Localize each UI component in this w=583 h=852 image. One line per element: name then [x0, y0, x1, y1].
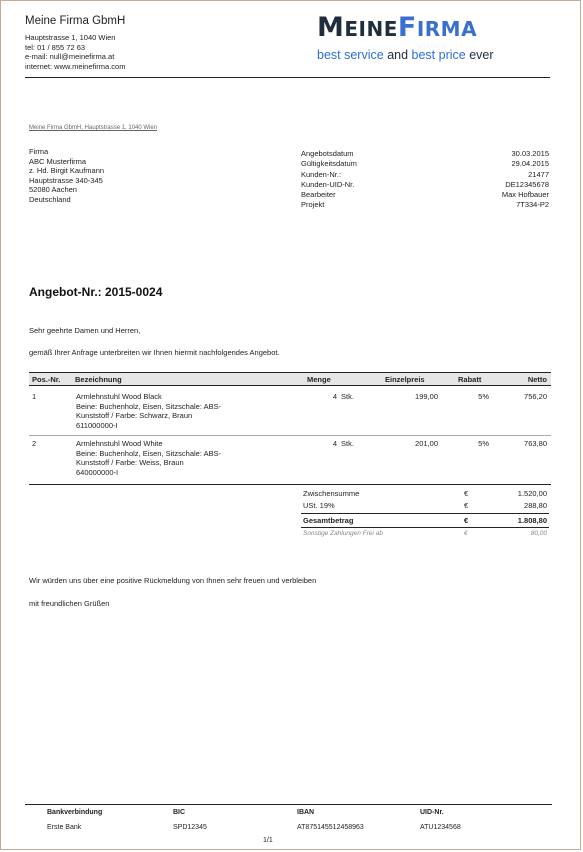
- meta-row: [301, 200, 549, 210]
- logo-letters: EINE: [344, 17, 398, 41]
- row-desc: [76, 439, 221, 477]
- tagline-part: ever: [469, 48, 494, 62]
- logo-letter: M: [317, 12, 345, 43]
- iban-header: IBAN: [297, 809, 315, 816]
- meta-value: 30.03.2015: [511, 149, 549, 158]
- meta-value: 7T334-P2: [516, 200, 549, 210]
- desc-line: Beine: Buchenholz, Eisen, Sitzschale: ABS-: [76, 401, 222, 411]
- total-label: USt. 19%: [303, 501, 335, 510]
- bank-name: Erste Bank: [47, 824, 82, 831]
- uid-value: ATU1234568: [420, 824, 461, 831]
- row-qty: 4: [332, 392, 337, 401]
- desc-line: Kunststoff / Farbe: Weiss, Braun: [76, 458, 184, 467]
- row-discount: 5%: [478, 392, 489, 401]
- offer-meta: [301, 149, 549, 211]
- meta-label: Angebotsdatum: [301, 149, 354, 158]
- tagline-part: best price: [411, 48, 466, 62]
- total-value: 80,00: [530, 530, 547, 537]
- tax-row: [301, 500, 549, 512]
- logo-tagline: [317, 48, 494, 62]
- tagline-part: best service: [317, 48, 384, 62]
- desc-line: 640000000-I: [76, 467, 119, 477]
- desc-line: 611000000-I: [76, 420, 118, 430]
- iban-value: AT875145512458963: [297, 824, 364, 831]
- meta-label: Bearbeiter: [301, 190, 336, 200]
- grand-total-underline: [301, 527, 549, 528]
- recipient-line: Firma: [29, 147, 49, 156]
- total-label: Zwischensumme: [303, 489, 360, 498]
- company-web-line: internet: www.meinefirma.com: [25, 61, 126, 71]
- col-net: Netto: [527, 375, 547, 384]
- row-unit: Stk.: [341, 439, 354, 448]
- company-logo: [317, 13, 494, 62]
- greeting: Sehr geehrte Damen und Herren,: [29, 326, 141, 335]
- recipient-line: z. Hd. Birgit Kaufmann: [29, 166, 105, 176]
- meta-value: 21477: [528, 169, 549, 179]
- row-net: 756,20: [524, 392, 547, 401]
- grand-total-row: [301, 515, 549, 527]
- logo-wordmark: [317, 13, 494, 44]
- recipient-line: Deutschland: [29, 194, 71, 204]
- meta-row: [301, 180, 549, 190]
- tagline-part: and: [387, 48, 409, 62]
- total-value: 1.808,80: [517, 516, 547, 525]
- meta-value: 29.04.2015: [511, 159, 549, 169]
- desc-line: Beine: Buchenholz, Eisen, Sitzschale: ABS-: [76, 448, 222, 458]
- col-desc: Bezeichnung: [75, 375, 122, 384]
- footer-divider: [25, 804, 552, 805]
- header-divider: [25, 77, 550, 78]
- totals-divider: [301, 513, 549, 514]
- company-phone-line: tel: 01 / 855 72 63: [25, 42, 86, 52]
- meta-label: Projekt: [301, 200, 325, 210]
- meta-value: DE12345678: [505, 179, 549, 189]
- row-price: 199,00: [415, 392, 438, 401]
- col-pos: Pos.-Nr.: [32, 375, 61, 384]
- company-address-line: Hauptstrasse 1, 1040 Wien: [25, 33, 116, 42]
- recipient-line: 52080 Aachen: [29, 185, 77, 195]
- sender-line: Meine Firma GbmH, Hauptstrasse 1, 1040 Wien: [29, 125, 158, 131]
- total-currency: €: [464, 489, 469, 498]
- meta-label: Gültigkeitsdatum: [301, 159, 357, 169]
- offer-title: Angebot-Nr.: 2015-0024: [29, 285, 163, 299]
- items-table-header: [29, 372, 551, 386]
- meta-row: [301, 170, 549, 180]
- closing-text: Wir würden uns über eine positive Rückmeldung von Ihnen sehr freuen und verbleiben: [29, 576, 317, 585]
- bank-header: Bankverbindung: [47, 809, 103, 816]
- row-pos: 1: [32, 392, 37, 401]
- row-unit: Stk.: [341, 392, 354, 401]
- bic-value: SPD12345: [173, 824, 207, 831]
- total-label: Sonstige Zahlungen Frei ab: [303, 530, 383, 537]
- logo-letters: IRMA: [416, 17, 478, 41]
- company-address-block: [25, 33, 125, 71]
- page-number: 1/1: [263, 837, 273, 844]
- total-currency: €: [464, 501, 469, 510]
- meta-row: [301, 149, 549, 159]
- company-email-line: e-mail: null@meinefirma.at: [25, 52, 115, 62]
- col-discount: Rabatt: [458, 375, 482, 384]
- row-discount: 5%: [478, 439, 489, 448]
- total-label: Gesamtbetrag: [303, 516, 354, 525]
- total-value: 288,80: [524, 501, 547, 510]
- meta-value: Max Hofbauer: [501, 190, 549, 200]
- company-name: Meine Firma GbmH: [25, 15, 126, 27]
- total-value: 1.520,00: [517, 489, 547, 498]
- row-net: 763,80: [524, 439, 547, 448]
- row-divider: [29, 435, 551, 436]
- recipient-address: [29, 147, 104, 205]
- closing-salutation: mit freundlichen Grüßen: [29, 599, 110, 608]
- row-desc: [76, 392, 221, 430]
- other-payments-row: [301, 529, 549, 541]
- col-unit-price: Einzelpreis: [385, 375, 425, 384]
- meta-row: [301, 190, 549, 200]
- recipient-line: ABC Musterfirma: [29, 156, 87, 166]
- meta-label: Kunden-UID-Nr.: [301, 179, 355, 189]
- subtotal-row: [301, 488, 549, 500]
- meta-label: Kunden-Nr.:: [301, 169, 342, 179]
- table-bottom-line: [29, 484, 551, 485]
- desc-line: Armlehnstuhl Wood Black: [76, 392, 162, 401]
- row-pos: 2: [32, 439, 37, 448]
- row-qty: 4: [332, 439, 337, 448]
- desc-line: Kunststoff / Farbe: Schwarz, Braun: [76, 411, 193, 420]
- uid-header: UID-Nr.: [420, 809, 444, 816]
- desc-line: Armlehnstuhl Wood White: [76, 439, 163, 448]
- total-currency: €: [464, 516, 469, 525]
- logo-letter: F: [397, 12, 417, 43]
- meta-row: [301, 159, 549, 169]
- recipient-line: Hauptstrasse 340-345: [29, 175, 103, 185]
- total-currency: €: [464, 530, 468, 537]
- intro-text: gemäß Ihrer Anfrage unterbreiten wir Ihnen hiermit nachfolgendes Angebot.: [29, 348, 280, 357]
- col-qty: Menge: [307, 375, 331, 384]
- bic-header: BIC: [173, 809, 186, 816]
- row-price: 201,00: [415, 439, 438, 448]
